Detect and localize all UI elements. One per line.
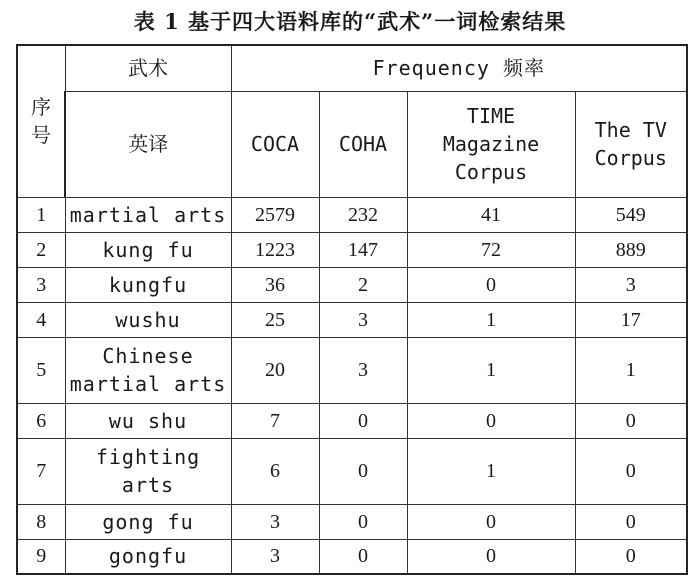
header-corpus-coha (319, 91, 407, 197)
header-corpus-line: Magazine (442, 132, 540, 156)
cell-english-term (65, 403, 231, 438)
cell-count-tv: 0 (575, 438, 687, 504)
table-row (17, 403, 687, 438)
header-seq-number (17, 45, 65, 197)
header-term-cn: 武术 (65, 45, 231, 91)
cell-count-coha: 232 (319, 197, 407, 232)
table-row (17, 302, 687, 337)
header-corpus-time (407, 91, 575, 197)
cell-count-coca: 2579 (231, 197, 319, 232)
cell-count-time: 0 (407, 267, 575, 302)
cell-count-coha: 2 (319, 267, 407, 302)
term-line: kung fu (102, 237, 194, 262)
cell-seq-number: 4 (17, 302, 65, 337)
header-corpus-line: COCA (250, 132, 300, 156)
term-line: gongfu (108, 544, 188, 569)
header-seq-char-1: 序 (31, 95, 51, 120)
cell-count-coha: 3 (319, 302, 407, 337)
cell-count-time: 0 (407, 504, 575, 539)
cell-seq-number: 2 (17, 232, 65, 267)
cell-count-coha: 0 (319, 539, 407, 574)
cell-seq-number: 6 (17, 403, 65, 438)
cell-english-term (65, 438, 231, 504)
term-line: fighting (95, 445, 201, 469)
cell-seq-number: 9 (17, 539, 65, 574)
cell-count-tv: 549 (575, 197, 687, 232)
cell-count-coca: 20 (231, 337, 319, 403)
header-corpus-line: The TV (594, 118, 667, 142)
cell-count-coha: 0 (319, 403, 407, 438)
cell-count-time: 0 (407, 539, 575, 574)
cell-count-coca: 7 (231, 403, 319, 438)
cell-count-coca: 36 (231, 267, 319, 302)
term-line: gong fu (102, 509, 194, 534)
cell-count-tv: 17 (575, 302, 687, 337)
header-term-en: 英译 (65, 91, 231, 197)
term-line: martial arts (69, 372, 227, 396)
cell-count-time: 72 (407, 232, 575, 267)
cell-count-tv: 1 (575, 337, 687, 403)
header-row-corpora (17, 91, 687, 197)
header-corpus-line: Corpus (454, 160, 528, 184)
header-corpus-coca (231, 91, 319, 197)
term-line: arts (121, 473, 175, 497)
header-row-top (17, 45, 687, 91)
frequency-table (16, 44, 688, 575)
cell-english-term (65, 504, 231, 539)
cell-count-time: 1 (407, 438, 575, 504)
header-seq-char-2: 号 (31, 123, 51, 148)
cell-count-time: 41 (407, 197, 575, 232)
term-line: martial arts (69, 202, 227, 227)
cell-english-term (65, 539, 231, 574)
cell-seq-number: 8 (17, 504, 65, 539)
cell-count-tv: 3 (575, 267, 687, 302)
term-line: Chinese (102, 344, 194, 368)
cell-count-coca: 3 (231, 539, 319, 574)
cell-count-coha: 0 (319, 438, 407, 504)
cell-english-term (65, 232, 231, 267)
table-row (17, 197, 687, 232)
cell-count-time: 1 (407, 337, 575, 403)
cell-seq-number: 1 (17, 197, 65, 232)
cell-count-coca: 25 (231, 302, 319, 337)
header-frequency: Frequency 频率 (231, 45, 687, 91)
term-line: kungfu (108, 272, 188, 297)
cell-seq-number: 3 (17, 267, 65, 302)
cell-count-time: 1 (407, 302, 575, 337)
header-corpus-line: TIME (466, 104, 516, 128)
cell-english-term (65, 267, 231, 302)
cell-english-term (65, 197, 231, 232)
header-corpus-tv (575, 91, 687, 197)
cell-seq-number: 5 (17, 337, 65, 403)
cell-count-coha: 0 (319, 504, 407, 539)
cell-count-time: 0 (407, 403, 575, 438)
cell-english-term (65, 302, 231, 337)
cell-count-coha: 3 (319, 337, 407, 403)
table-caption: 表 1 基于四大语料库的“武术”一词检索结果 (133, 9, 567, 34)
table-row (17, 539, 687, 574)
table-row (17, 337, 687, 403)
table-row (17, 438, 687, 504)
cell-count-tv: 0 (575, 504, 687, 539)
header-corpus-line: Corpus (594, 146, 667, 170)
cell-count-tv: 0 (575, 539, 687, 574)
table-row (17, 232, 687, 267)
table-row (17, 504, 687, 539)
cell-count-tv: 889 (575, 232, 687, 267)
cell-count-coha: 147 (319, 232, 407, 267)
header-corpus-line: COHA (338, 132, 388, 156)
term-line: wushu (115, 307, 181, 332)
term-line: wu shu (108, 408, 188, 433)
cell-count-coca: 1223 (231, 232, 319, 267)
table-row (17, 267, 687, 302)
cell-english-term (65, 337, 231, 403)
cell-seq-number: 7 (17, 438, 65, 504)
cell-count-tv: 0 (575, 403, 687, 438)
cell-count-coca: 6 (231, 438, 319, 504)
cell-count-coca: 3 (231, 504, 319, 539)
